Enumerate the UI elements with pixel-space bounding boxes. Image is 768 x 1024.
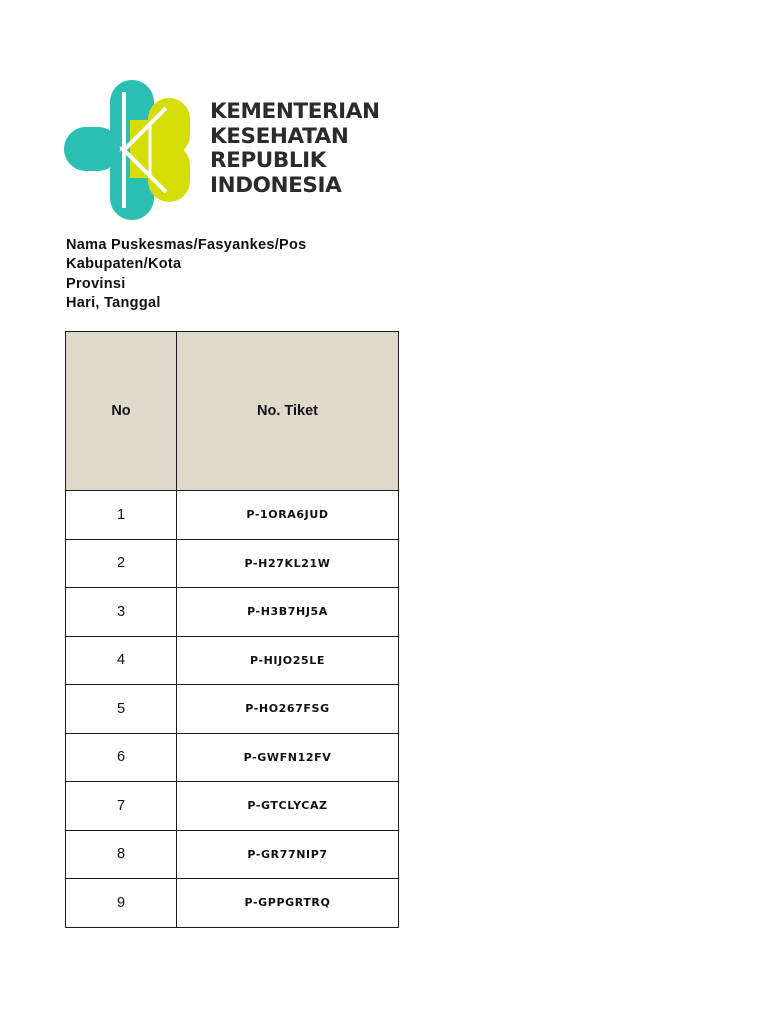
ticket-code: P-GR77NIP7	[177, 830, 399, 879]
province-label: Provinsi	[66, 275, 126, 292]
row-number: 1	[66, 491, 177, 540]
table-row	[66, 879, 399, 928]
table-row	[66, 588, 399, 637]
ticket-code: P-GTCLYCAZ	[177, 782, 399, 831]
form-info-block	[66, 236, 307, 313]
row-number: 9	[66, 879, 177, 928]
ticket-code: P-H3B7HJ5A	[177, 588, 399, 637]
ministry-name-line-1: KEMENTERIAN	[210, 99, 380, 124]
ticket-code: P-HO267FSG	[177, 685, 399, 734]
table-row	[66, 830, 399, 879]
ministry-logo	[64, 80, 380, 220]
row-number: 2	[66, 539, 177, 588]
ticket-code: P-1ORA6JUD	[177, 491, 399, 540]
column-header-no: No	[66, 332, 177, 491]
column-header-ticket: No. Tiket	[177, 332, 399, 491]
table-header-row	[66, 332, 399, 491]
facility-label: Nama Puskesmas/Fasyankes/Pos	[66, 237, 307, 253]
row-number: 8	[66, 830, 177, 879]
district-label: Kabupaten/Kota	[66, 256, 182, 273]
row-number: 6	[66, 733, 177, 782]
ticket-code: P-H27KL21W	[177, 539, 399, 588]
ministry-name-line-4: INDONESIA	[210, 172, 342, 198]
ticket-code: P-HIJO25LE	[177, 636, 399, 685]
kemenkes-logo-icon	[64, 80, 190, 220]
ministry-name	[210, 100, 380, 198]
ticket-table	[65, 331, 399, 928]
table-row	[66, 733, 399, 782]
date-label: Hari, Tanggal	[66, 294, 161, 311]
table-row	[66, 539, 399, 588]
table-row	[66, 491, 399, 540]
row-number: 5	[66, 685, 177, 734]
table-row	[66, 782, 399, 831]
row-number: 7	[66, 782, 177, 831]
ministry-name-line-2: KESEHATAN	[210, 123, 349, 149]
ticket-code: P-GPPGRTRQ	[177, 879, 399, 928]
table-row	[66, 685, 399, 734]
ministry-name-line-3: REPUBLIK	[210, 148, 327, 173]
table-row	[66, 636, 399, 685]
row-number: 3	[66, 588, 177, 637]
ticket-code: P-GWFN12FV	[177, 733, 399, 782]
row-number: 4	[66, 636, 177, 685]
